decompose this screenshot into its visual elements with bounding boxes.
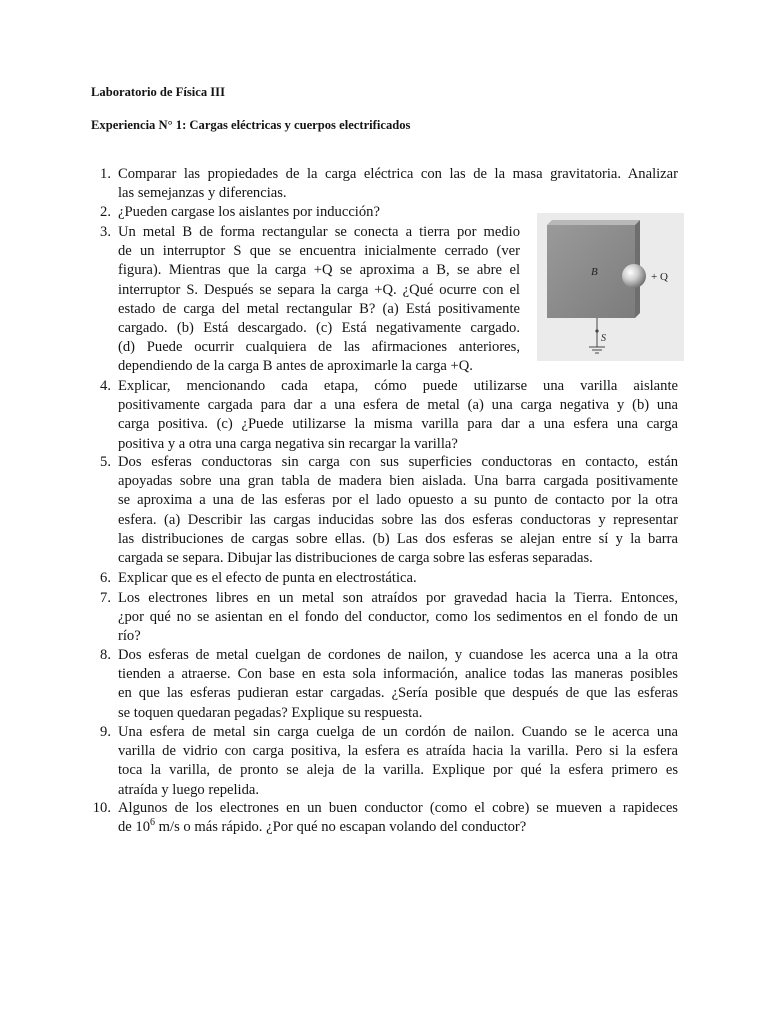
question-line: ¿Pueden cargase los aislantes por inducción? — [118, 204, 380, 220]
plate-edge — [547, 220, 640, 225]
question-line: ¿por qué no se asientan en el fondo del conductor, como los sedimentos en el fondo de un — [118, 609, 678, 626]
question-text — [118, 589, 678, 647]
question-text — [118, 646, 678, 723]
question-number: 9. — [100, 724, 111, 740]
grounded-plate-figure — [537, 213, 684, 361]
question-line: (d) Puede ocurrir cualquiera de las afirmaciones anteriores, — [118, 339, 520, 356]
question-text — [118, 165, 678, 203]
question-line: se aproxima a una de las esferas por el lado opuesto a su punto de contacto por la otra — [118, 492, 678, 509]
question-text — [118, 453, 678, 568]
question-line: varilla de vidrio con carga positiva, la esfera es atraída hacia la varilla. Pero si la esfera — [118, 743, 678, 760]
question-line: Una esfera de metal sin carga cuelga de un cordón de nailon. Cuando se le acerca una — [118, 724, 678, 740]
question-line: dependiendo de la carga B antes de aproximarle la carga +Q. — [118, 358, 473, 375]
charge-sphere — [622, 264, 646, 288]
question-line: se toquen quedaran pegadas? Explique su respuesta. — [118, 704, 423, 721]
question-number: 5. — [100, 454, 111, 470]
question-number: 1. — [100, 166, 111, 182]
charge-label: + Q — [651, 271, 668, 283]
question-line: en que las esferas pudieran estar cargadas. ¿Sería posible que después de que las esferas — [118, 685, 678, 702]
question-text — [118, 723, 678, 800]
question-line: Algunos de los electrones en un buen conductor (como el cobre) se mueven a rapideces — [118, 800, 678, 816]
question-line: apoyadas sobre una gran tabla de madera bien aislada. Una barra cargada positivamente — [118, 473, 678, 490]
question-line: Dos esferas de metal cuelgan de cordones de nailon, y cuandose les acerca una a la otra — [118, 647, 678, 663]
question-line — [118, 818, 678, 837]
question-text — [118, 377, 678, 454]
question-line: río? — [118, 628, 141, 645]
question-text — [118, 799, 678, 837]
question-line: Explicar que es el efecto de punta en electrostática. — [118, 570, 417, 586]
lab-title: Laboratorio de Física III — [91, 85, 225, 99]
question-line: Comparar las propiedades de la carga eléctrica con las de la masa gravitatoria. Analizar — [118, 166, 678, 182]
question-line: esfera. (a) Describir las cargas inducidas sobre las dos esferas conductoras y representar — [118, 511, 678, 528]
question-line: positiva y a otra una carga negativa sin recargar la varilla? — [118, 435, 458, 452]
question-number: 7. — [100, 590, 111, 606]
question-line: cargada se separa. Dibujar las distribuciones de carga sobre las esferas separadas. — [118, 550, 593, 567]
question-line: Los electrones libres en un metal son atraídos por gravedad hacia la Tierra. Entonces, — [118, 590, 678, 606]
question-line: toca la varilla, de pronto se aleja de la varilla. Explique por qué la esfera primero es — [118, 762, 678, 779]
question-line: Dos esferas conductoras sin carga con sus superficies conductoras en contacto, están — [118, 454, 678, 470]
question-line: carga positiva. (c) ¿Puede utilizarse la misma varilla para dar a una esfera una carga — [118, 416, 678, 433]
question-line: las semejanzas y diferencias. — [118, 185, 287, 202]
question-number: 10. — [92, 800, 111, 816]
question-line: figura). Mientras que la carga +Q se aproxima a B, se abre el — [118, 262, 520, 279]
question-number: 8. — [100, 647, 111, 663]
speed-suffix: m/s o más rápido. ¿Por qué no escapan volando del conductor? — [155, 819, 527, 836]
question-text — [118, 223, 520, 377]
speed-prefix: de 10 — [118, 819, 151, 836]
question-number: 2. — [100, 204, 111, 220]
question-line: estado de carga del metal rectangular B? (a) Está positivamente — [118, 300, 520, 317]
question-line: las distribuciones de cargas sobre ellas. (b) Las dos esferas se alejan entre sí y la barra — [118, 530, 678, 547]
question-number: 3. — [100, 224, 111, 240]
question-line: de un interruptor S que se encuentra inicialmente cerrado (ver — [118, 243, 520, 260]
question-line: cargado. (b) Está descargado. (c) Está negativamente cargado. — [118, 320, 520, 337]
switch-label: S — [601, 333, 606, 344]
question-line: atraída y luego repelida. — [118, 781, 260, 798]
experience-title: Experiencia N° 1: Cargas eléctricas y cuerpos electrificados — [91, 118, 411, 132]
switch-contact — [595, 329, 598, 332]
plate-label: B — [591, 266, 598, 278]
question-line: positivamente cargada para dar a una esfera de metal (a) una carga negativa y (b) una — [118, 397, 678, 414]
question-text — [118, 569, 678, 588]
question-line: Explicar, mencionando cada etapa, cómo puede utilizarse una varilla aislante — [118, 378, 678, 394]
question-line: tienden a atraerse. Con base en esta sola información, analice todas las maneras posibles — [118, 666, 678, 683]
question-number: 6. — [100, 570, 111, 586]
question-line: interruptor S. Después se separa la carga +Q. ¿Qué ocurre con el — [118, 281, 520, 298]
question-line: Un metal B de forma rectangular se conecta a tierra por medio — [118, 224, 520, 240]
speed-exponent: 6 — [150, 817, 156, 829]
question-number: 4. — [100, 378, 111, 394]
